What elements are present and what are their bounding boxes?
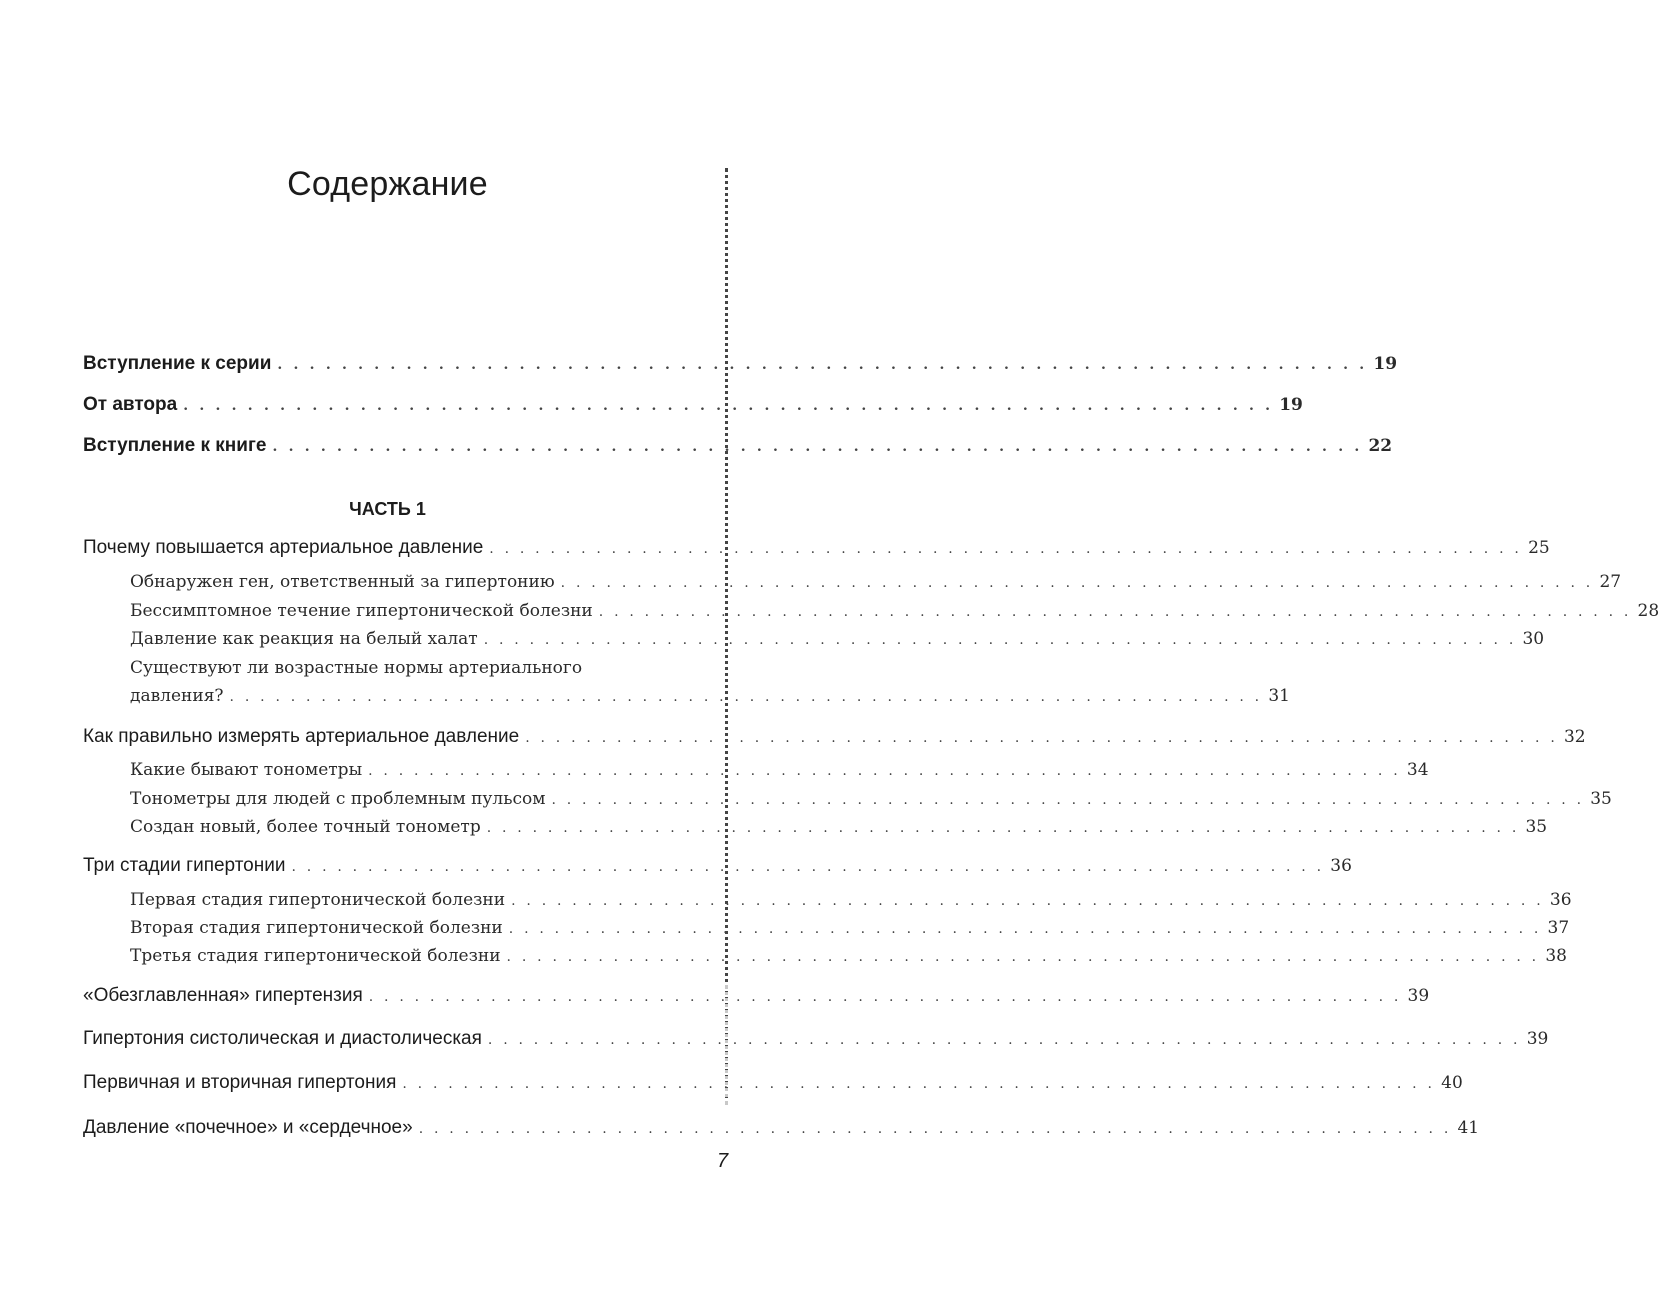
toc-leader: . . . . . . . . . . . . . . . . . . . . . . . . . . . . . . . . . . . . . . . . . . . . . . . . . . . . . . . . . . . . . . . . . . . . <box>368 763 1401 779</box>
toc-leader: . . . . . . . . . . . . . . . . . . . . . . . . . . . . . . . . . . . . . . . . . . . . . . . . . . . . . . . . . . . . . . . . . . . . <box>511 893 1544 909</box>
toc-entry-title: Давление «почечное» и «сердечное» <box>83 1117 413 1138</box>
toc-entry-title: Создан новый, более точный тонометр <box>130 817 481 837</box>
toc-entry-title: Бессимптомное течение гипертонической болезни <box>130 601 593 621</box>
toc-page-number: 34 <box>1406 760 1429 780</box>
toc-page-number: 37 <box>1547 918 1570 938</box>
toc-page-number: 19 <box>1279 395 1303 415</box>
toc-chapter[interactable] <box>83 537 1550 567</box>
toc-section[interactable] <box>130 890 1572 920</box>
toc-page-number: 25 <box>1528 538 1550 558</box>
toc-leader: . . . . . . . . . . . . . . . . . . . . . . . . . . . . . . . . . . . . . . . . . . . . . . . . . . . . . . . . . . . . . . . . . . . . <box>229 689 1263 705</box>
toc-leader: . . . . . . . . . . . . . . . . . . . . . . . . . . . . . . . . . . . . . . . . . . . . . . . . . . . . . . . . . . . . . . . . . . . . <box>486 820 1520 836</box>
toc-entry-title: Давление как реакция на белый халат <box>130 629 478 649</box>
toc-leader: . . . . . . . . . . . . . . . . . . . . . . . . . . . . . . . . . . . . . . . . . . . . . . . . . . . . . . . . . . . . . . . . . . . . <box>183 398 1274 414</box>
toc-section[interactable] <box>130 918 1570 948</box>
toc-page-number: 28 <box>1637 601 1659 621</box>
toc-page-number: 35 <box>1525 817 1548 837</box>
toc-page-number: 31 <box>1268 686 1290 706</box>
toc-leader: . . . . . . . . . . . . . . . . . . . . . . . . . . . . . . . . . . . . . . . . . . . . . . . . . . . . . . . . . . . . . . . . . . . . <box>402 1076 1436 1092</box>
toc-leader: . . . . . . . . . . . . . . . . . . . . . . . . . . . . . . . . . . . . . . . . . . . . . . . . . . . . . . . . . . . . . . . . . . . . <box>277 357 1368 373</box>
toc-entry-title: От автора <box>83 394 178 415</box>
toc-entry-title: «Обезглавленная» гипертензия <box>83 985 363 1006</box>
toc-chapter[interactable] <box>83 1117 1480 1147</box>
toc-leader: . . . . . . . . . . . . . . . . . . . . . . . . . . . . . . . . . . . . . . . . . . . . . . . . . . . . . . . . . . . . . . . . . . . . <box>598 604 1632 620</box>
toc-section[interactable] <box>130 572 1622 602</box>
page-title: Содержание <box>287 165 488 203</box>
toc-leader: . . . . . . . . . . . . . . . . . . . . . . . . . . . . . . . . . . . . . . . . . . . . . . . . . . . . . . . . . . . . . . . . . . . . <box>418 1121 1452 1137</box>
toc-section[interactable] <box>130 629 1545 659</box>
toc-section[interactable] <box>130 686 1290 716</box>
toc-section[interactable] <box>130 601 1659 631</box>
toc-entry-from-author[interactable] <box>83 394 1303 424</box>
toc-entry-title: Вторая стадия гипертонической болезни <box>130 918 503 938</box>
toc-section[interactable] <box>130 817 1548 847</box>
toc-chapter[interactable] <box>83 1028 1549 1058</box>
toc-entry-title: Какие бывают тонометры <box>130 760 363 780</box>
toc-page-number: 32 <box>1563 727 1586 747</box>
toc-page-number: 41 <box>1457 1118 1480 1138</box>
toc-section[interactable] <box>130 760 1429 790</box>
toc-entry-title: Третья стадия гипертонической болезни <box>130 946 501 966</box>
toc-entry-title: Обнаружен ген, ответственный за гипертонию <box>130 572 555 592</box>
toc-leader: . . . . . . . . . . . . . . . . . . . . . . . . . . . . . . . . . . . . . . . . . . . . . . . . . . . . . . . . . . . . . . . . . . . . <box>489 541 1523 557</box>
toc-leader: . . . . . . . . . . . . . . . . . . . . . . . . . . . . . . . . . . . . . . . . . . . . . . . . . . . . . . . . . . . . . . . . . . . . <box>368 989 1402 1005</box>
toc-page-number: 22 <box>1368 436 1393 456</box>
toc-page-number: 39 <box>1526 1029 1549 1049</box>
page-number: 7 <box>717 1150 729 1172</box>
toc-section[interactable] <box>130 789 1612 819</box>
toc-page-number: 38 <box>1545 946 1567 966</box>
toc-page-number: 36 <box>1330 856 1352 876</box>
toc-leader: . . . . . . . . . . . . . . . . . . . . . . . . . . . . . . . . . . . . . . . . . . . . . . . . . . . . . . . . . . . . . . . . . . . . <box>508 921 1542 937</box>
toc-section-title-line1[interactable]: Существуют ли возрастные нормы артериального <box>130 658 583 678</box>
toc-entry-title: Первая стадия гипертонической болезни <box>130 890 506 910</box>
toc-entry-title: Три стадии гипертонии <box>83 855 286 876</box>
toc-entry-title: Первичная и вторичная гипертония <box>83 1072 397 1093</box>
toc-leader: . . . . . . . . . . . . . . . . . . . . . . . . . . . . . . . . . . . . . . . . . . . . . . . . . . . . . . . . . . . . . . . . . . . . <box>487 1032 1521 1048</box>
toc-entry-title: давления? <box>130 686 224 706</box>
toc-leader: . . . . . . . . . . . . . . . . . . . . . . . . . . . . . . . . . . . . . . . . . . . . . . . . . . . . . . . . . . . . . . . . . . . . <box>506 949 1540 965</box>
toc-page-number: 36 <box>1549 890 1572 910</box>
toc-page-number: 39 <box>1407 986 1430 1006</box>
toc-section[interactable] <box>130 946 1567 976</box>
toc-leader: . . . . . . . . . . . . . . . . . . . . . . . . . . . . . . . . . . . . . . . . . . . . . . . . . . . . . . . . . . . . . . . . . . . . <box>560 575 1594 591</box>
toc-leader: . . . . . . . . . . . . . . . . . . . . . . . . . . . . . . . . . . . . . . . . . . . . . . . . . . . . . . . . . . . . . . . . . . . . <box>272 439 1363 455</box>
toc-entry-title: Гипертония систолическая и диастолическая <box>83 1028 482 1049</box>
toc-entry-title: Вступление к книге <box>83 435 267 456</box>
toc-chapter[interactable] <box>83 726 1586 756</box>
toc-leader: . . . . . . . . . . . . . . . . . . . . . . . . . . . . . . . . . . . . . . . . . . . . . . . . . . . . . . . . . . . . . . . . . . . . <box>551 792 1585 808</box>
toc-leader: . . . . . . . . . . . . . . . . . . . . . . . . . . . . . . . . . . . . . . . . . . . . . . . . . . . . . . . . . . . . . . . . . . . . <box>525 730 1558 746</box>
toc-chapter[interactable] <box>83 985 1430 1015</box>
toc-chapter[interactable] <box>83 1072 1463 1102</box>
toc-entry-title: Вступление к серии <box>83 353 272 374</box>
part-heading: ЧАСТЬ 1 <box>349 499 426 519</box>
toc-page-number: 30 <box>1522 629 1545 649</box>
toc-chapter[interactable] <box>83 855 1352 885</box>
toc-entry-title: Почему повышается артериальное давление <box>83 537 484 558</box>
toc-entry-series-intro[interactable] <box>83 353 1398 383</box>
toc-page-number: 19 <box>1373 354 1398 374</box>
toc-entry-title: Тонометры для людей с проблемным пульсом <box>130 789 546 809</box>
toc-page-number: 40 <box>1441 1073 1463 1093</box>
toc-entry-book-intro[interactable] <box>83 435 1393 465</box>
toc-page-number: 35 <box>1590 789 1612 809</box>
toc-page-number: 27 <box>1599 572 1622 592</box>
toc-leader: . . . . . . . . . . . . . . . . . . . . . . . . . . . . . . . . . . . . . . . . . . . . . . . . . . . . . . . . . . . . . . . . . . . . <box>291 859 1325 875</box>
toc-leader: . . . . . . . . . . . . . . . . . . . . . . . . . . . . . . . . . . . . . . . . . . . . . . . . . . . . . . . . . . . . . . . . . . . . <box>483 632 1517 648</box>
toc-entry-title: Как правильно измерять артериальное давление <box>83 726 520 747</box>
